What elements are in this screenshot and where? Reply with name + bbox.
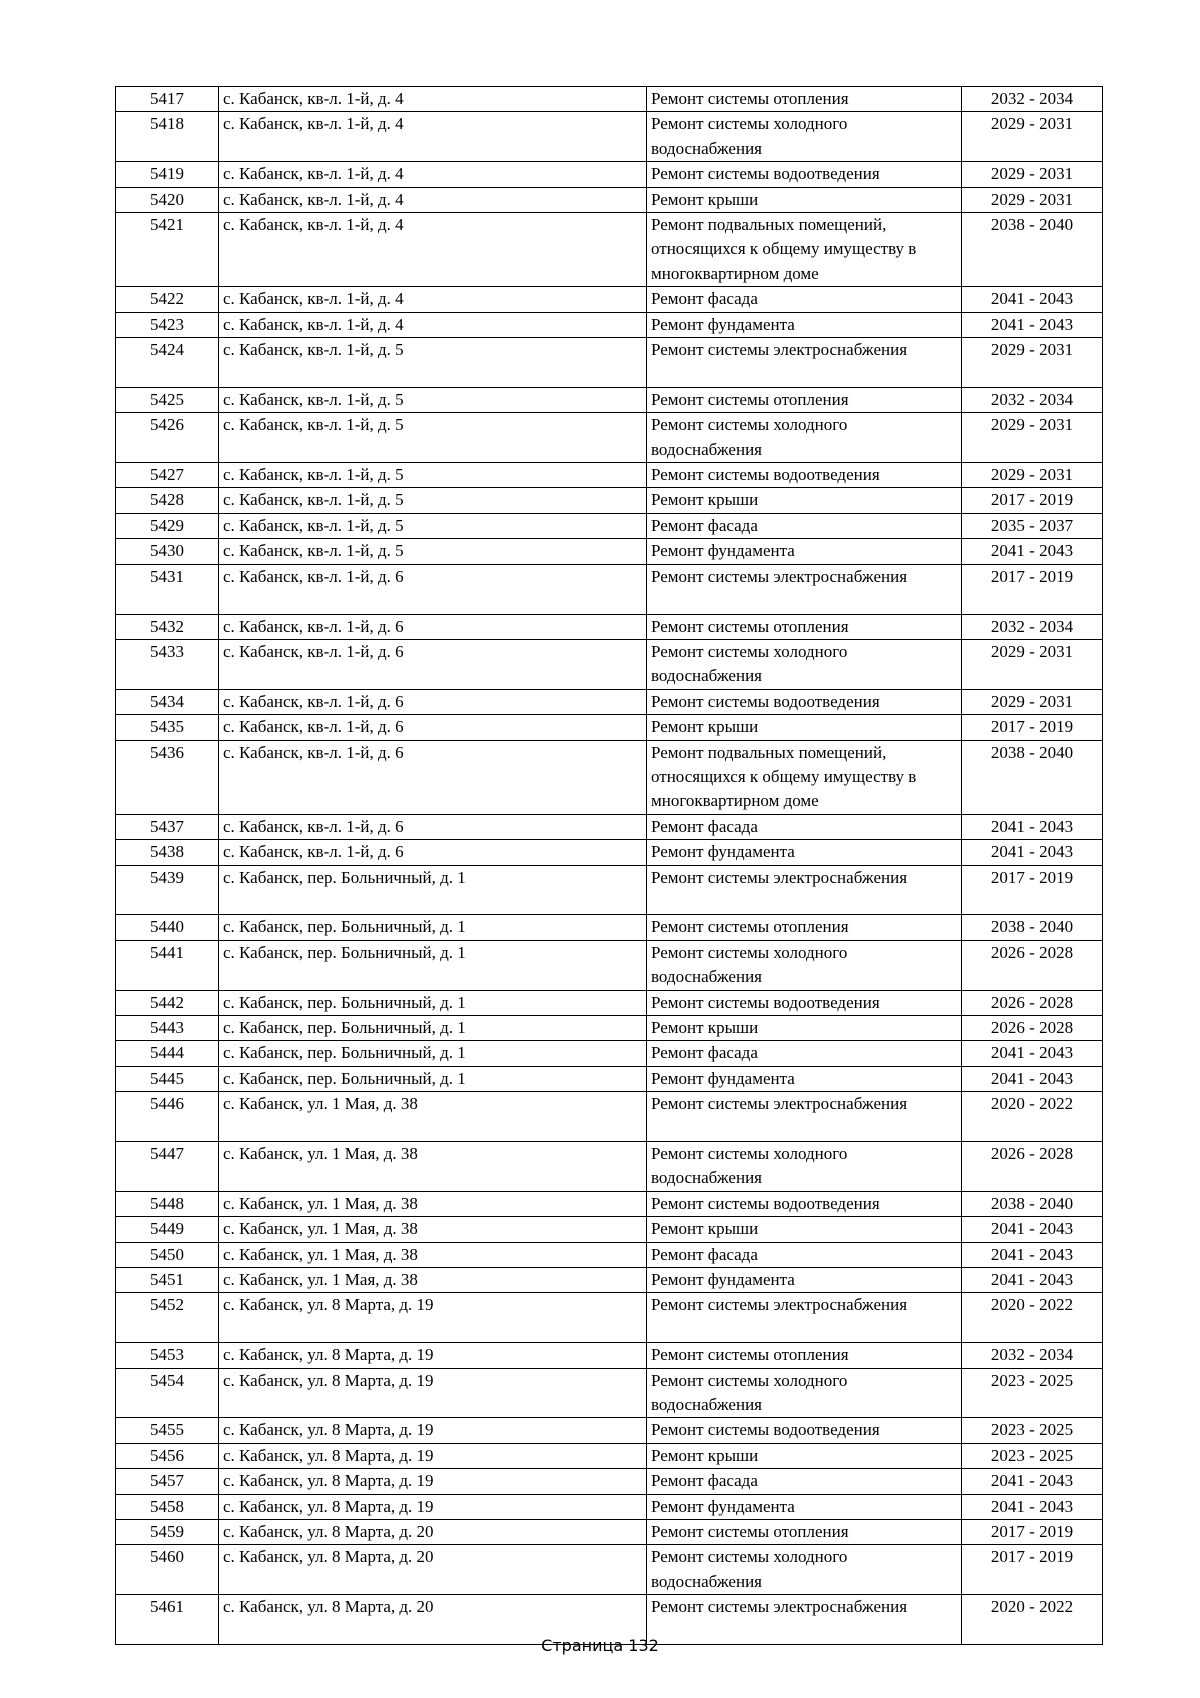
row-address: с. Кабанск, пер. Больничный, д. 1: [219, 940, 647, 990]
row-number: 5461: [116, 1595, 219, 1645]
row-address: с. Кабанск, кв-л. 1-й, д. 4: [219, 187, 647, 212]
row-address: с. Кабанск, кв-л. 1-й, д. 6: [219, 689, 647, 714]
row-period: 2029 - 2031: [962, 112, 1103, 162]
row-period: 2029 - 2031: [962, 338, 1103, 388]
row-work-type: Ремонт системы холодного водоснабжения: [647, 112, 962, 162]
row-period: 2041 - 2043: [962, 539, 1103, 564]
row-period: 2020 - 2022: [962, 1092, 1103, 1142]
row-period: 2029 - 2031: [962, 463, 1103, 488]
row-work-type: Ремонт фундамента: [647, 1066, 962, 1091]
row-period: 2026 - 2028: [962, 940, 1103, 990]
row-period: 2020 - 2022: [962, 1293, 1103, 1343]
row-work-type: Ремонт крыши: [647, 488, 962, 513]
row-number: 5418: [116, 112, 219, 162]
row-number: 5460: [116, 1545, 219, 1595]
row-number: 5457: [116, 1469, 219, 1494]
table-row: [116, 1418, 1103, 1443]
row-number: 5419: [116, 162, 219, 187]
row-number: 5450: [116, 1242, 219, 1267]
table-row: [116, 539, 1103, 564]
row-number: 5422: [116, 287, 219, 312]
row-work-type: Ремонт системы отопления: [647, 1520, 962, 1545]
row-period: 2032 - 2034: [962, 387, 1103, 412]
table-row: [116, 840, 1103, 865]
row-period: 2041 - 2043: [962, 312, 1103, 337]
row-period: 2041 - 2043: [962, 1494, 1103, 1519]
table-row: [116, 1268, 1103, 1293]
row-address: с. Кабанск, ул. 1 Мая, д. 38: [219, 1268, 647, 1293]
row-number: 5443: [116, 1015, 219, 1040]
row-work-type: Ремонт фасада: [647, 1469, 962, 1494]
row-work-type: Ремонт системы водоотведения: [647, 689, 962, 714]
row-work-type: Ремонт подвальных помещений, относящихся к общему имуществу в многоквартирном доме: [647, 213, 962, 287]
table-row: [116, 865, 1103, 915]
row-address: с. Кабанск, кв-л. 1-й, д. 5: [219, 387, 647, 412]
row-period: 2029 - 2031: [962, 413, 1103, 463]
row-address: с. Кабанск, кв-л. 1-й, д. 5: [219, 338, 647, 388]
row-period: 2026 - 2028: [962, 1015, 1103, 1040]
table-row: [116, 112, 1103, 162]
row-address: с. Кабанск, ул. 8 Марта, д. 19: [219, 1343, 647, 1368]
table-row: [116, 312, 1103, 337]
table-row: [116, 1293, 1103, 1343]
table-row: [116, 87, 1103, 112]
row-number: 5426: [116, 413, 219, 463]
row-work-type: Ремонт крыши: [647, 187, 962, 212]
table-row: [116, 990, 1103, 1015]
table-row: [116, 1191, 1103, 1216]
row-period: 2038 - 2040: [962, 213, 1103, 287]
row-address: с. Кабанск, пер. Больничный, д. 1: [219, 865, 647, 915]
row-work-type: Ремонт системы отопления: [647, 87, 962, 112]
row-number: 5454: [116, 1368, 219, 1418]
row-address: с. Кабанск, пер. Больничный, д. 1: [219, 915, 647, 940]
row-work-type: Ремонт фасада: [647, 814, 962, 839]
row-period: 2017 - 2019: [962, 865, 1103, 915]
row-address: с. Кабанск, пер. Больничный, д. 1: [219, 1066, 647, 1091]
row-period: 2041 - 2043: [962, 840, 1103, 865]
row-address: с. Кабанск, ул. 8 Марта, д. 19: [219, 1469, 647, 1494]
row-address: с. Кабанск, ул. 1 Мая, д. 38: [219, 1242, 647, 1267]
row-period: 2035 - 2037: [962, 513, 1103, 538]
table-row: [116, 740, 1103, 814]
row-work-type: Ремонт системы водоотведения: [647, 463, 962, 488]
row-address: с. Кабанск, кв-л. 1-й, д. 4: [219, 112, 647, 162]
row-work-type: Ремонт системы электроснабжения: [647, 1092, 962, 1142]
row-number: 5434: [116, 689, 219, 714]
row-work-type: Ремонт системы отопления: [647, 915, 962, 940]
row-period: 2038 - 2040: [962, 740, 1103, 814]
table-row: [116, 1092, 1103, 1142]
table-row: [116, 413, 1103, 463]
row-number: 5448: [116, 1191, 219, 1216]
table-row: [116, 1041, 1103, 1066]
row-work-type: Ремонт крыши: [647, 715, 962, 740]
row-work-type: Ремонт системы электроснабжения: [647, 1293, 962, 1343]
row-number: 5437: [116, 814, 219, 839]
row-work-type: Ремонт фундамента: [647, 1494, 962, 1519]
row-address: с. Кабанск, кв-л. 1-й, д. 5: [219, 539, 647, 564]
row-work-type: Ремонт системы холодного водоснабжения: [647, 639, 962, 689]
row-period: 2017 - 2019: [962, 1545, 1103, 1595]
table-row: [116, 1142, 1103, 1192]
row-period: 2038 - 2040: [962, 1191, 1103, 1216]
table-body: [116, 87, 1103, 1645]
row-address: с. Кабанск, кв-л. 1-й, д. 5: [219, 463, 647, 488]
row-number: 5456: [116, 1443, 219, 1468]
row-number: 5433: [116, 639, 219, 689]
row-period: 2032 - 2034: [962, 614, 1103, 639]
row-work-type: Ремонт системы водоотведения: [647, 1418, 962, 1443]
row-period: 2029 - 2031: [962, 162, 1103, 187]
row-address: с. Кабанск, ул. 8 Марта, д. 19: [219, 1443, 647, 1468]
row-address: с. Кабанск, кв-л. 1-й, д. 6: [219, 614, 647, 639]
row-number: 5421: [116, 213, 219, 287]
row-number: 5432: [116, 614, 219, 639]
row-address: с. Кабанск, кв-л. 1-й, д. 6: [219, 564, 647, 614]
row-number: 5441: [116, 940, 219, 990]
row-number: 5439: [116, 865, 219, 915]
row-period: 2041 - 2043: [962, 287, 1103, 312]
row-number: 5453: [116, 1343, 219, 1368]
row-address: с. Кабанск, ул. 8 Марта, д. 19: [219, 1293, 647, 1343]
row-address: с. Кабанск, кв-л. 1-й, д. 5: [219, 513, 647, 538]
row-work-type: Ремонт фундамента: [647, 539, 962, 564]
row-period: 2017 - 2019: [962, 1520, 1103, 1545]
row-period: 2023 - 2025: [962, 1368, 1103, 1418]
row-period: 2038 - 2040: [962, 915, 1103, 940]
row-number: 5458: [116, 1494, 219, 1519]
table-row: [116, 715, 1103, 740]
row-number: 5429: [116, 513, 219, 538]
table-row: [116, 940, 1103, 990]
row-address: с. Кабанск, ул. 8 Марта, д. 20: [219, 1520, 647, 1545]
row-work-type: Ремонт подвальных помещений, относящихся к общему имуществу в многоквартирном доме: [647, 740, 962, 814]
table-row: [116, 338, 1103, 388]
row-period: 2041 - 2043: [962, 1066, 1103, 1091]
row-number: 5436: [116, 740, 219, 814]
row-address: с. Кабанск, кв-л. 1-й, д. 4: [219, 213, 647, 287]
row-address: с. Кабанск, ул. 1 Мая, д. 38: [219, 1142, 647, 1192]
table-row: [116, 1520, 1103, 1545]
table-row: [116, 463, 1103, 488]
row-period: 2020 - 2022: [962, 1595, 1103, 1645]
row-work-type: Ремонт системы электроснабжения: [647, 338, 962, 388]
table-row: [116, 1343, 1103, 1368]
table-row: [116, 287, 1103, 312]
row-work-type: Ремонт фундамента: [647, 312, 962, 337]
row-address: с. Кабанск, ул. 8 Марта, д. 19: [219, 1418, 647, 1443]
table-row: [116, 1368, 1103, 1418]
row-work-type: Ремонт крыши: [647, 1217, 962, 1242]
row-address: с. Кабанск, кв-л. 1-й, д. 5: [219, 413, 647, 463]
row-number: 5452: [116, 1293, 219, 1343]
row-work-type: Ремонт системы водоотведения: [647, 162, 962, 187]
table-row: [116, 513, 1103, 538]
row-number: 5459: [116, 1520, 219, 1545]
row-work-type: Ремонт системы холодного водоснабжения: [647, 1142, 962, 1192]
row-address: с. Кабанск, кв-л. 1-й, д. 5: [219, 488, 647, 513]
row-work-type: Ремонт фундамента: [647, 1268, 962, 1293]
table-row: [116, 1443, 1103, 1468]
row-address: с. Кабанск, пер. Больничный, д. 1: [219, 1015, 647, 1040]
table-row: [116, 1545, 1103, 1595]
row-work-type: Ремонт фундамента: [647, 840, 962, 865]
row-period: 2017 - 2019: [962, 488, 1103, 513]
row-period: 2023 - 2025: [962, 1443, 1103, 1468]
row-work-type: Ремонт системы электроснабжения: [647, 1595, 962, 1645]
row-work-type: Ремонт системы холодного водоснабжения: [647, 413, 962, 463]
row-period: 2041 - 2043: [962, 1469, 1103, 1494]
row-number: 5435: [116, 715, 219, 740]
table-row: [116, 614, 1103, 639]
row-period: 2041 - 2043: [962, 1041, 1103, 1066]
row-period: 2029 - 2031: [962, 187, 1103, 212]
table-row: [116, 488, 1103, 513]
row-address: с. Кабанск, ул. 1 Мая, д. 38: [219, 1092, 647, 1142]
table-row: [116, 639, 1103, 689]
row-work-type: Ремонт крыши: [647, 1443, 962, 1468]
row-period: 2029 - 2031: [962, 689, 1103, 714]
row-period: 2029 - 2031: [962, 639, 1103, 689]
row-number: 5449: [116, 1217, 219, 1242]
row-number: 5427: [116, 463, 219, 488]
row-address: с. Кабанск, кв-л. 1-й, д. 4: [219, 87, 647, 112]
table-row: [116, 689, 1103, 714]
row-number: 5447: [116, 1142, 219, 1192]
row-number: 5430: [116, 539, 219, 564]
row-address: с. Кабанск, пер. Больничный, д. 1: [219, 1041, 647, 1066]
table-row: [116, 915, 1103, 940]
row-address: с. Кабанск, ул. 8 Марта, д. 20: [219, 1545, 647, 1595]
row-period: 2041 - 2043: [962, 1217, 1103, 1242]
row-work-type: Ремонт фасада: [647, 1041, 962, 1066]
table-row: [116, 1217, 1103, 1242]
row-number: 5455: [116, 1418, 219, 1443]
row-work-type: Ремонт фасада: [647, 287, 962, 312]
row-period: 2041 - 2043: [962, 1242, 1103, 1267]
row-work-type: Ремонт системы водоотведения: [647, 1191, 962, 1216]
row-work-type: Ремонт крыши: [647, 1015, 962, 1040]
row-work-type: Ремонт системы электроснабжения: [647, 564, 962, 614]
row-period: 2041 - 2043: [962, 1268, 1103, 1293]
row-number: 5423: [116, 312, 219, 337]
row-address: с. Кабанск, кв-л. 1-й, д. 4: [219, 162, 647, 187]
row-number: 5438: [116, 840, 219, 865]
row-period: 2032 - 2034: [962, 1343, 1103, 1368]
row-number: 5417: [116, 87, 219, 112]
row-address: с. Кабанск, ул. 8 Марта, д. 19: [219, 1368, 647, 1418]
row-work-type: Ремонт системы отопления: [647, 387, 962, 412]
row-period: 2017 - 2019: [962, 564, 1103, 614]
row-number: 5424: [116, 338, 219, 388]
page-number: Страница 132: [541, 1636, 659, 1655]
row-number: 5451: [116, 1268, 219, 1293]
row-address: с. Кабанск, кв-л. 1-й, д. 4: [219, 312, 647, 337]
row-period: 2041 - 2043: [962, 814, 1103, 839]
table-row: [116, 1242, 1103, 1267]
row-period: 2026 - 2028: [962, 990, 1103, 1015]
table-row: [116, 1015, 1103, 1040]
row-work-type: Ремонт системы холодного водоснабжения: [647, 940, 962, 990]
row-number: 5442: [116, 990, 219, 1015]
row-work-type: Ремонт системы водоотведения: [647, 990, 962, 1015]
row-period: 2017 - 2019: [962, 715, 1103, 740]
row-work-type: Ремонт фасада: [647, 1242, 962, 1267]
table-row: [116, 814, 1103, 839]
row-address: с. Кабанск, пер. Больничный, д. 1: [219, 990, 647, 1015]
table-row: [116, 387, 1103, 412]
table-row: [116, 1494, 1103, 1519]
table-row: [116, 1469, 1103, 1494]
table-row: [116, 162, 1103, 187]
row-number: 5440: [116, 915, 219, 940]
row-work-type: Ремонт фасада: [647, 513, 962, 538]
row-work-type: Ремонт системы отопления: [647, 614, 962, 639]
row-number: 5445: [116, 1066, 219, 1091]
capital-repair-table: [115, 86, 1103, 1645]
row-address: с. Кабанск, ул. 1 Мая, д. 38: [219, 1191, 647, 1216]
row-period: 2032 - 2034: [962, 87, 1103, 112]
row-number: 5420: [116, 187, 219, 212]
row-work-type: Ремонт системы электроснабжения: [647, 865, 962, 915]
table-row: [116, 187, 1103, 212]
row-work-type: Ремонт системы отопления: [647, 1343, 962, 1368]
row-work-type: Ремонт системы холодного водоснабжения: [647, 1368, 962, 1418]
row-work-type: Ремонт системы холодного водоснабжения: [647, 1545, 962, 1595]
row-address: с. Кабанск, кв-л. 1-й, д. 6: [219, 814, 647, 839]
row-address: с. Кабанск, кв-л. 1-й, д. 6: [219, 740, 647, 814]
table-row: [116, 564, 1103, 614]
row-period: 2026 - 2028: [962, 1142, 1103, 1192]
row-number: 5444: [116, 1041, 219, 1066]
row-number: 5428: [116, 488, 219, 513]
row-address: с. Кабанск, ул. 1 Мая, д. 38: [219, 1217, 647, 1242]
table-row: [116, 1066, 1103, 1091]
row-address: с. Кабанск, ул. 8 Марта, д. 20: [219, 1595, 647, 1645]
row-address: с. Кабанск, кв-л. 1-й, д. 6: [219, 840, 647, 865]
row-address: с. Кабанск, кв-л. 1-й, д. 6: [219, 639, 647, 689]
table-row: [116, 213, 1103, 287]
row-period: 2023 - 2025: [962, 1418, 1103, 1443]
row-number: 5425: [116, 387, 219, 412]
row-address: с. Кабанск, ул. 8 Марта, д. 19: [219, 1494, 647, 1519]
row-number: 5446: [116, 1092, 219, 1142]
row-number: 5431: [116, 564, 219, 614]
row-address: с. Кабанск, кв-л. 1-й, д. 4: [219, 287, 647, 312]
row-address: с. Кабанск, кв-л. 1-й, д. 6: [219, 715, 647, 740]
